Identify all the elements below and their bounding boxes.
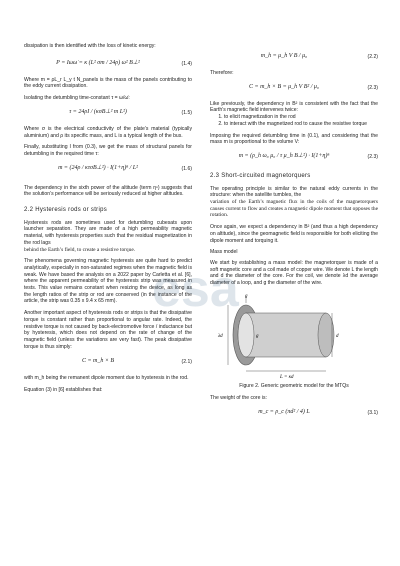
core-end [318, 313, 334, 357]
paragraph: The phenomena governing magnetic hysteresis are quite hard to predict analytically, especially in non-saturated regimes when the magnetic field is weak. We have based the analysis on a 2022 paper by Carletta et al. [6], where the apparent permeability of the hysteresis strip was measured in tests. This value remains constant when resizing the device, as long as the length ratios of the strip or rod are conserved (in the instance of the article, the strip was 0.35 x 9.4 x 65 mm). [24, 258, 192, 305]
label-g-mid: g [256, 333, 259, 339]
paragraph: We start by establishing a mass model: the magnetorquer is made of a soft magnetic core and a coil made of copper wire. We denote L the length and d the diameter of the core. For the coil, we denote λd the average diameter of a loop, and g the diameter of the wire. [210, 259, 378, 287]
equation-2-1: C = m_h × B (2.1) [81, 358, 192, 366]
paragraph: variation of the Earth’s magnetic flux in the coils of the magnetorquers causes current to flow and creates a magnetic dipole moment that opposes the rotation. [210, 199, 378, 219]
paragraph: Another important aspect of hysteresis rods or strips is that the dissipative torque is constant rather than proportional to angular rate. Indeed, the resistive torque is not caused by back-electromotive force / inductance but by hysteresis, which does not depend on the rate of change of the magnetic field (unless the variations are very fast). The peak dissipative torque is thus simply: [24, 310, 192, 350]
right-column [210, 0, 378, 424]
paragraph: The weight of the core is: [210, 395, 267, 402]
paragraph: The dependency in the sixth power of the altitude (term ηⁿ) suggests that the solution’s performance will be seriously reduced at higher altitudes. [24, 184, 192, 198]
paragraph: behind the Earth’s field, to create a resistive torque. [24, 246, 136, 253]
paragraph: Isolating the detumbling time-constant τ = ω/ω̇: [24, 95, 130, 102]
core-face [238, 313, 254, 357]
left-column [24, 0, 192, 394]
equation-1-4: P = Iωω̇ = κ (L² σm / 24ρ) ω² B⊥² (1.4) [56, 59, 192, 67]
equation-1-6: m = (24ρ / κτσB⊥²) · I(1+η)ⁿ / L² (1.6) [58, 164, 192, 172]
paragraph: Equation (3) in [6] establishes that: [24, 387, 103, 394]
paragraph: Finally, substituting I from (0.3), we get the mass of structural panels for detumbling in the required time τ: [24, 144, 192, 157]
paragraph: Hysteresis rods are sometimes used for detumbling cubesats upon launcher separation. They are made of a high permeability magnetic material, with hysteresis properties such that the residual magnetization in the rod lags [24, 219, 192, 246]
equation-3-1: m_c = ρ_c (πd² / 4) L (3.1) [258, 409, 378, 417]
list-item: 1. to elicit magnetization in the rod [224, 114, 378, 121]
section-heading-2-3: 2.3 Short-circuited magnetorquers [210, 172, 311, 179]
equation-2-3: C = m_h × B = μ_h V B² / μ₀ (2.3) [249, 83, 378, 91]
paragraph: with m_h being the remanent dipole moment due to hysteresis in the rod. [24, 375, 189, 382]
section-heading-2-2: 2.2 Hysteresis rods or strips [24, 207, 108, 214]
equation-2-2: m_h = μ_h V B / μ₀ (2.2) [260, 53, 378, 60]
paragraph: The operating principle is similar to the natural eddy currents in the structure: when the satellite tumbles, the [210, 185, 378, 199]
paragraph: Imposing the required detumbling time in (0.1), and considering that the mass m is proportional to the volume V: [210, 132, 378, 146]
numbered-list [210, 114, 378, 127]
subheading-mass-model: Mass model [210, 249, 238, 256]
svg-text:esa: esa [152, 260, 239, 318]
paragraph: Where m = ρL_r L_y t N_panels is the mass of the panels contributing to the eddy current dissipation. [24, 76, 192, 90]
label-length: L = κd [280, 374, 294, 379]
label-d: d [336, 333, 339, 339]
label-g-top: g [245, 293, 248, 299]
paragraph: dissipation is then identified with the loss of kinetic energy: [24, 43, 156, 49]
label-lambda-d: λd [218, 333, 223, 339]
paragraph: Therefore: [210, 70, 234, 76]
paragraph: Like previously, the dependency in B² is consistent with the fact that the Earth’s magnetic field intervenes twice: [210, 100, 378, 114]
paragraph: Once again, we expect a dependency in B² (and thus a high dependency on altitude), since the geomagnetic field is responsible for both eliciting the dipole moment and torquing it. [210, 224, 378, 244]
figure-caption: Figure 2. Generic geometric model for the MTQs [239, 382, 349, 389]
esa-watermark-logo [148, 258, 258, 318]
list-item: 2. to interact with the magnetized rod to cause the resistive torque [224, 121, 378, 128]
paragraph: Where σ is the electrical conductivity of the plate’s material (typically aluminium) and ρ its specific mass, and L is a typical length of the bus. [24, 125, 192, 139]
equation-2-3b: m = (ρ_h ω₀ μ₀ / τ μ_h B⊥²) · I(1+η)ⁿ (2.3) [238, 152, 378, 160]
equation-1-5: τ = 24ρI / (κσB⊥² m L²) (1.5) [69, 108, 192, 116]
